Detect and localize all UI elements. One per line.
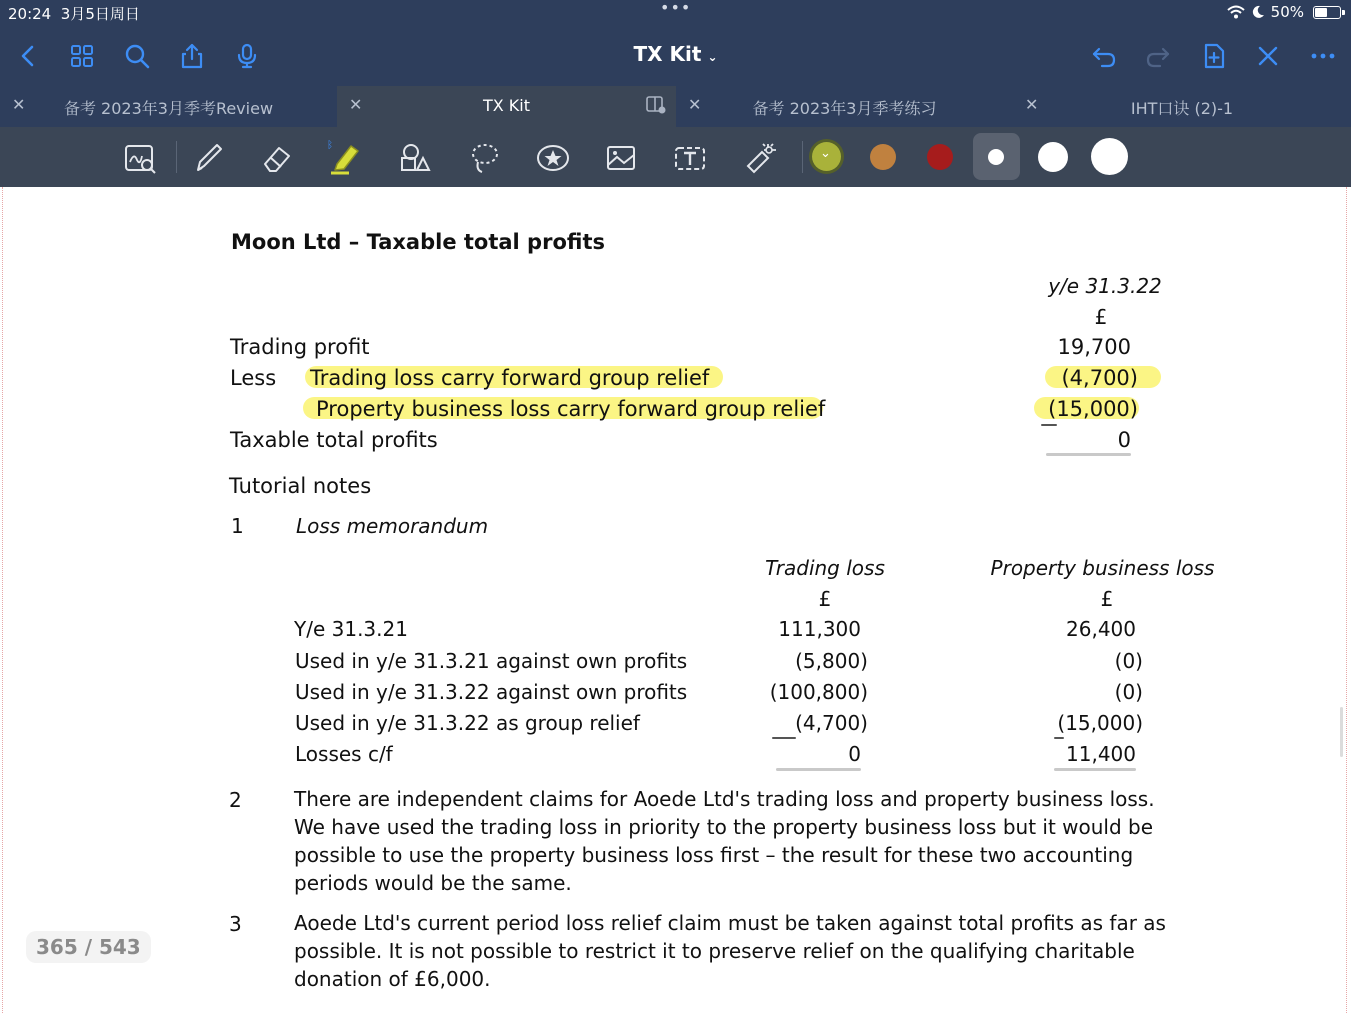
note-paragraph: Aoede Ltd's current period loss relief claim must be taken against total profits as far as possible. It is not possible to restrict it to preserve relief on the qualifying charitable donation of £6,000. <box>294 911 1166 991</box>
tab-bar <box>0 86 1351 127</box>
stroke-size-large[interactable] <box>1091 138 1128 175</box>
double-underline <box>776 768 861 771</box>
memo-row-label: Used in y/e 31.3.22 as group relief <box>295 711 640 735</box>
toolbar-divider <box>176 141 177 173</box>
memo-currency: £ <box>818 587 832 611</box>
memo-value: (0) <box>1114 680 1143 704</box>
image-icon[interactable] <box>600 137 642 179</box>
add-page-icon[interactable] <box>1196 38 1232 74</box>
row-label: Trading profit <box>230 335 370 359</box>
grid-icon[interactable] <box>64 38 100 74</box>
memo-currency: £ <box>1100 587 1114 611</box>
drawing-toolbar <box>0 127 1351 187</box>
memo-value: 0 <box>848 742 861 766</box>
currency-header: £ <box>1094 305 1108 329</box>
tab-practice[interactable]: ✕ 备考 2023年3月季考练习 <box>688 95 937 118</box>
memo-col-header: Trading loss <box>765 556 885 580</box>
memo-value: (0) <box>1114 649 1143 673</box>
split-view-icon[interactable] <box>646 96 666 114</box>
tab-iht[interactable]: ✕ IHT口诀 (2)-1 <box>1025 95 1234 118</box>
search-icon[interactable] <box>119 38 155 74</box>
row-value: 19,700 <box>1057 335 1131 359</box>
period-header: y/e 31.3.22 <box>1048 274 1162 298</box>
undo-icon[interactable] <box>1086 38 1122 74</box>
sticker-star-icon[interactable] <box>532 137 574 179</box>
close-tab-icon[interactable]: ✕ <box>349 95 363 114</box>
stroke-size-small[interactable] <box>988 149 1004 165</box>
svg-text:ᛒ: ᛒ <box>327 140 333 151</box>
multitasking-dots-icon[interactable]: ••• <box>660 0 692 17</box>
page-indicator[interactable]: 365 / 543 <box>26 931 151 963</box>
underline <box>772 737 796 739</box>
status-bar <box>0 0 1351 26</box>
moon-icon <box>1251 5 1265 19</box>
notes-heading: Tutorial notes <box>229 474 372 498</box>
page-margin-right <box>1346 187 1347 1013</box>
eraser-icon[interactable] <box>256 137 298 179</box>
row-label: Trading loss carry forward group relief <box>310 366 710 390</box>
close-edit-icon[interactable] <box>1250 38 1286 74</box>
memo-col-header: Property business loss <box>990 556 1215 580</box>
close-tab-icon[interactable]: ✕ <box>12 95 26 114</box>
row-label: Property business loss carry forward group relief <box>316 397 826 421</box>
tab-review[interactable]: ✕ 备考 2023年3月季考Review <box>12 95 274 118</box>
memo-row-label: Used in y/e 31.3.21 against own profits <box>295 649 688 673</box>
note-number: 3 <box>229 912 242 936</box>
close-tab-icon[interactable]: ✕ <box>688 95 702 114</box>
wifi-icon <box>1227 5 1245 19</box>
laser-pointer-icon[interactable] <box>739 137 781 179</box>
memo-value: (5,800) <box>795 649 868 673</box>
row-value: (4,700) <box>1061 366 1138 390</box>
section-heading: Moon Ltd – Taxable total profits <box>231 230 605 254</box>
battery-icon <box>1313 6 1341 19</box>
underline <box>1041 424 1057 426</box>
color-swatch-orange[interactable] <box>870 144 896 170</box>
status-right <box>1227 3 1341 21</box>
document-title[interactable]: TX Kit ⌄ <box>633 42 718 66</box>
underline <box>1054 737 1064 739</box>
row-value: 0 <box>1117 428 1131 452</box>
memo-row-label: Y/e 31.3.21 <box>294 617 408 641</box>
row-value: (15,000) <box>1048 397 1138 421</box>
microphone-icon[interactable] <box>229 38 265 74</box>
memo-value: (4,700) <box>795 711 868 735</box>
lasso-icon[interactable] <box>463 137 505 179</box>
redo-icon[interactable] <box>1140 38 1176 74</box>
memo-value: (15,000) <box>1057 711 1143 735</box>
zoom-window-icon[interactable] <box>119 137 161 179</box>
double-underline <box>1054 768 1136 771</box>
memo-row-label: Used in y/e 31.3.22 against own profits <box>295 680 688 704</box>
note-title: Loss memorandum <box>296 514 489 538</box>
note-number: 1 <box>231 514 244 538</box>
toolbar-divider <box>802 141 803 173</box>
chevron-down-icon: ⌄ <box>820 146 831 161</box>
scrollbar[interactable] <box>1340 707 1343 757</box>
memo-value: 11,400 <box>1066 742 1136 766</box>
memo-value: 111,300 <box>778 617 861 641</box>
nav-bar <box>0 26 1351 86</box>
note-paragraph: There are independent claims for Aoede Ltd's trading loss and property business loss. We have used the trading loss in priority to the property business loss but it would be possible to use the property business loss first – the result for these two accounting periods would be the same. <box>294 787 1155 895</box>
chevron-down-icon[interactable]: ⌄ <box>707 50 718 64</box>
row-label: Taxable total profits <box>230 428 438 452</box>
share-icon[interactable] <box>174 38 210 74</box>
note-number: 2 <box>229 788 242 812</box>
shapes-icon[interactable] <box>394 137 436 179</box>
memo-value: (100,800) <box>769 680 868 704</box>
stroke-size-medium[interactable] <box>1038 142 1068 172</box>
more-icon[interactable] <box>1305 38 1341 74</box>
back-icon[interactable] <box>10 38 46 74</box>
highlighter-icon[interactable] <box>324 137 366 179</box>
memo-row-label: Losses c/f <box>295 742 393 766</box>
status-time: 20:24 3月5日周日 <box>8 5 140 23</box>
double-underline <box>1046 453 1131 456</box>
color-swatch-red[interactable] <box>927 144 953 170</box>
row-label: Less <box>230 366 277 390</box>
page-margin-left <box>2 187 3 1013</box>
close-tab-icon[interactable]: ✕ <box>1025 95 1039 114</box>
pen-icon[interactable] <box>187 137 229 179</box>
document-page[interactable] <box>0 187 1351 1013</box>
tab-tx-kit[interactable]: ✕ TX Kit <box>337 86 676 127</box>
memo-value: 26,400 <box>1066 617 1136 641</box>
text-box-icon[interactable] <box>669 137 711 179</box>
battery-percent: 50% <box>1270 3 1304 21</box>
